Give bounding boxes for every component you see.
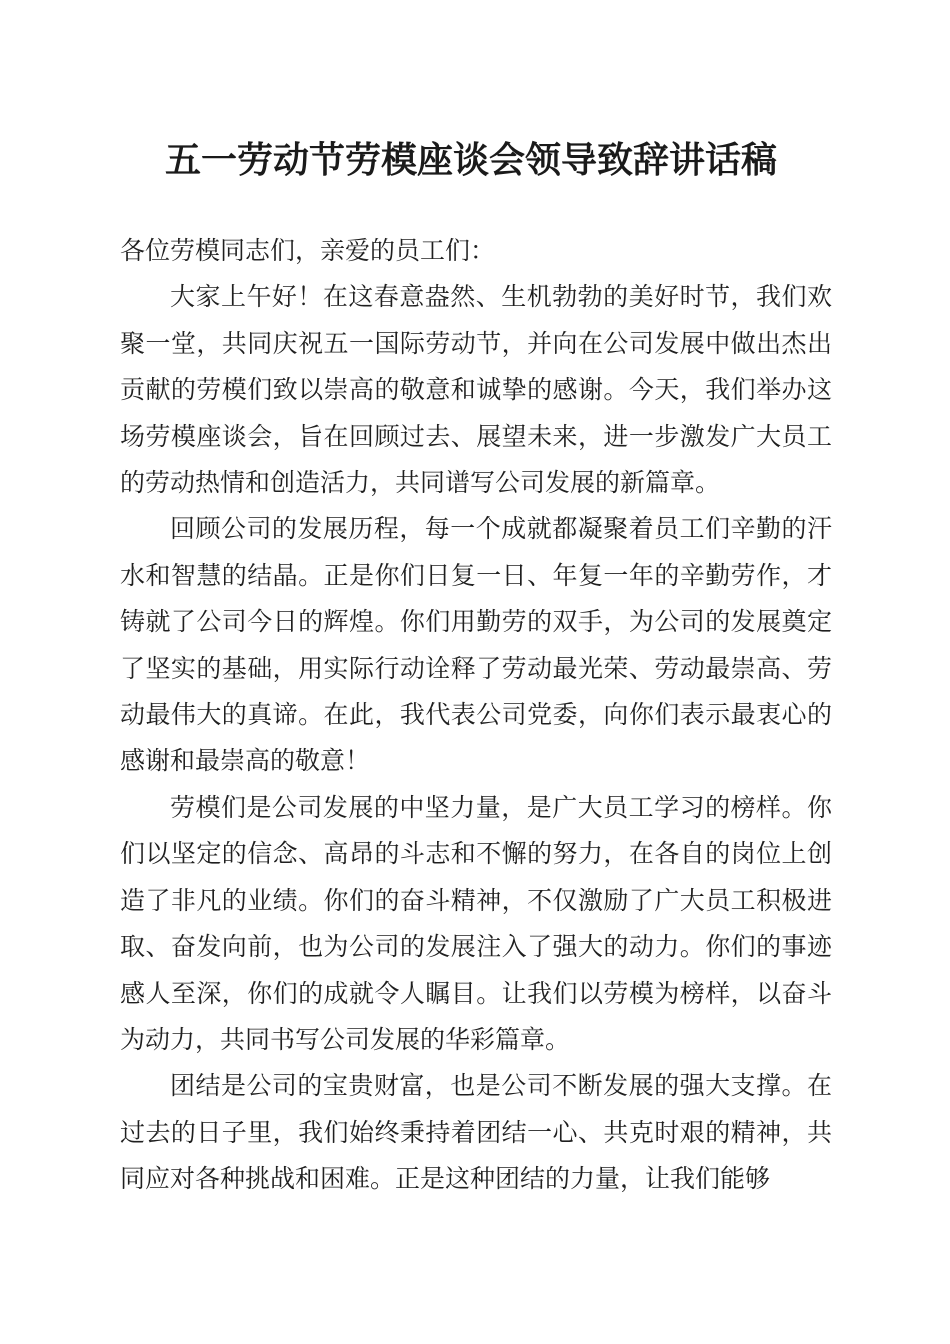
- paragraph-2: 回顾公司的发展历程，每一个成就都凝聚着员工们辛勤的汗水和智慧的结晶。正是你们日复一日、年复一年的辛勤劳作，才铸就了公司今日的辉煌。你们用勤劳的双手，为公司的发展奠定了坚实的基础，用实际行动诠释了劳动最光荣、劳动最崇高、劳动最伟大的真谛。在此，我代表公司党委，向你们表示最衷心的感谢和最崇高的敬意！: [120, 514, 832, 776]
- document-title: 五一劳动节劳模座谈会领导致辞讲话稿: [164, 139, 777, 181]
- paragraph-1: 大家上午好！在这春意盎然、生机勃勃的美好时节，我们欢聚一堂，共同庆祝五一国际劳动节，并向在公司发展中做出杰出贡献的劳模们致以崇高的敬意和诚挚的感谢。今天，我们举办这场劳模座谈会，旨在回顾过去、展望未来，进一步激发广大员工的劳动热情和创造活力，共同谱写公司发展的新篇章。: [120, 282, 832, 498]
- document-body: [120, 228, 832, 1203]
- paragraph-3: 劳模们是公司发展的中坚力量，是广大员工学习的榜样。你们以坚定的信念、高昂的斗志和不懈的努力，在各自的岗位上创造了非凡的业绩。你们的奋斗精神，不仅激励了广大员工积极进取、奋发向前，也为公司的发展注入了强大的动力。你们的事迹感人至深，你们的成就令人瞩目。让我们以劳模为榜样，以奋斗为动力，共同书写公司发展的华彩篇章。: [120, 792, 832, 1054]
- paragraph-4: 团结是公司的宝贵财富，也是公司不断发展的强大支撑。在过去的日子里，我们始终秉持着团结一心、共克时艰的精神，共同应对各种挑战和困难。正是这种团结的力量，让我们能够: [120, 1071, 832, 1194]
- salutation: 各位劳模同志们，亲爱的员工们：: [120, 236, 496, 265]
